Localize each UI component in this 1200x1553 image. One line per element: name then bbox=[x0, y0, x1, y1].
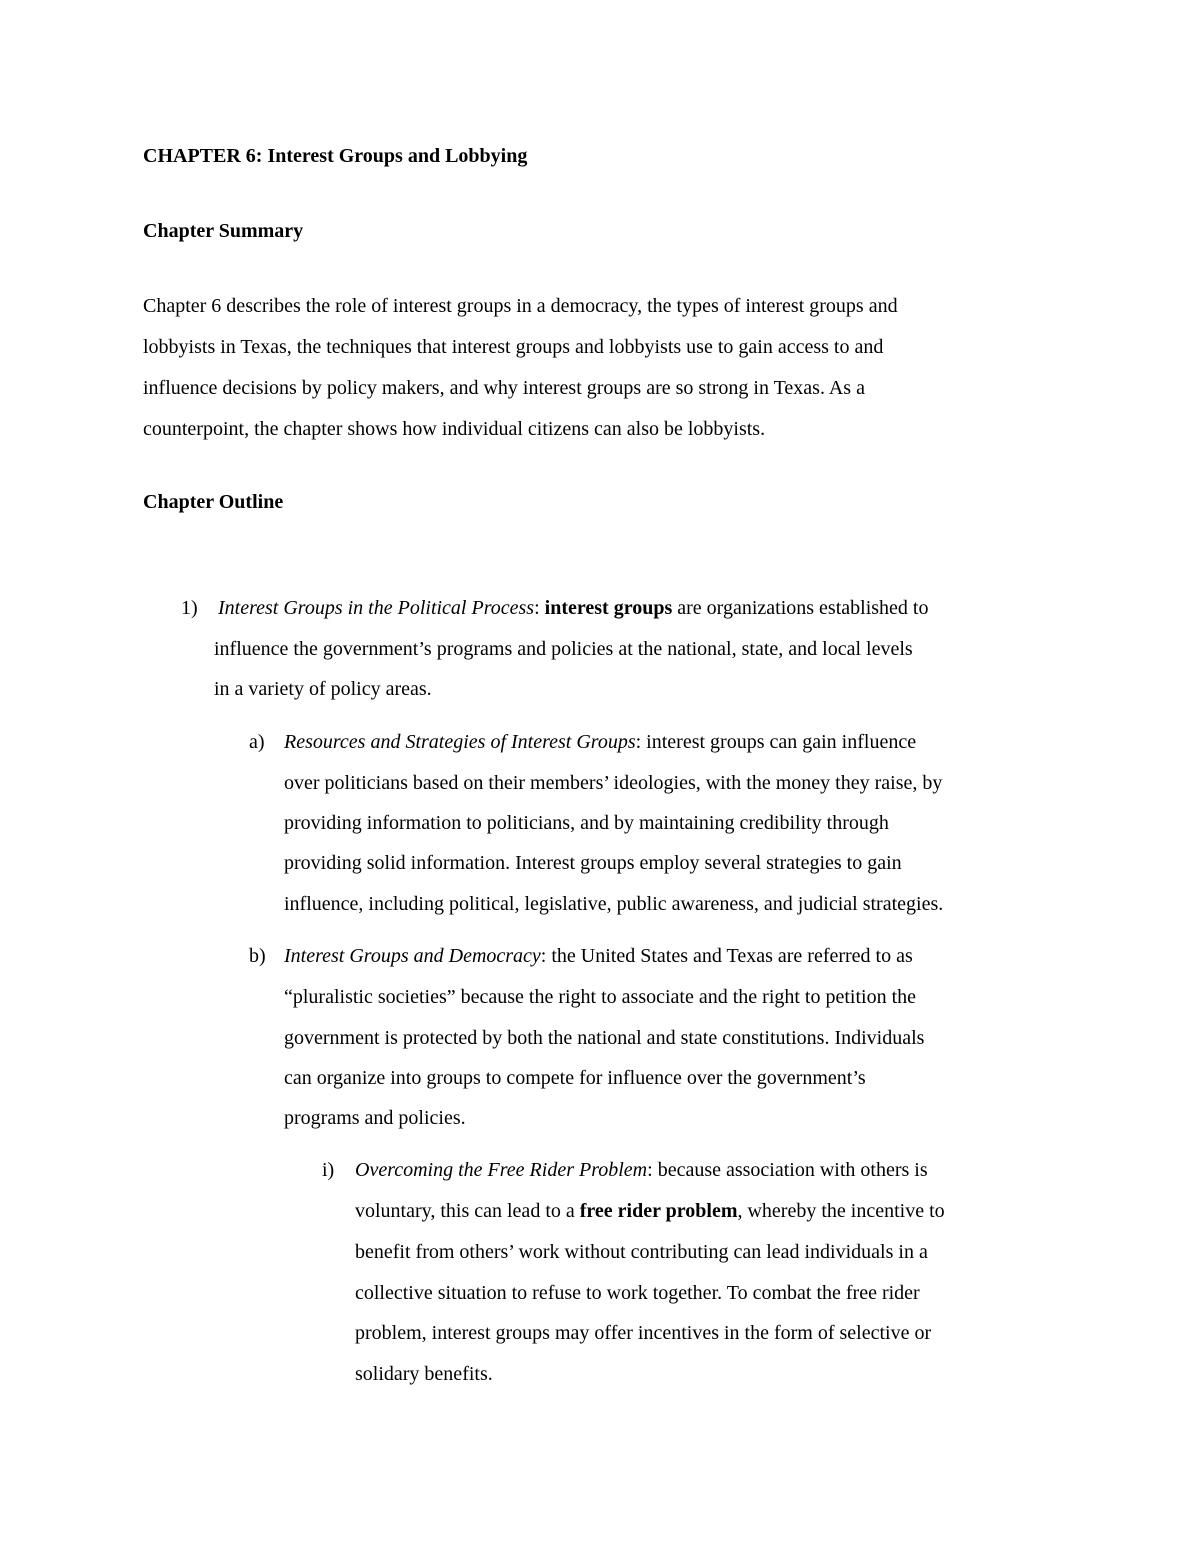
outline-line: solidary benefits. bbox=[355, 1363, 493, 1385]
outline-line bbox=[284, 944, 913, 968]
list-marker: i) bbox=[322, 1159, 335, 1181]
line-text: : interest groups can gain influence bbox=[635, 731, 917, 753]
summary-line: Chapter 6 describes the role of interest groups in a democracy, the types of interest groups and bbox=[143, 295, 898, 317]
outline-line: benefit from others’ work without contributing can lead individuals in a bbox=[355, 1241, 928, 1263]
outline-heading: Chapter Outline bbox=[143, 491, 284, 513]
summary-line: counterpoint, the chapter shows how individual citizens can also be lobbyists. bbox=[143, 418, 766, 440]
outline-line bbox=[355, 1158, 928, 1182]
list-marker: b) bbox=[249, 945, 266, 967]
outline-line: can organize into groups to compete for influence over the government’s bbox=[284, 1067, 866, 1089]
outline-line: influence, including political, legislative, public awareness, and judicial strategies. bbox=[284, 893, 944, 915]
outline-line: influence the government’s programs and policies at the national, state, and local levels bbox=[214, 638, 913, 660]
outline-line: programs and policies. bbox=[284, 1107, 466, 1129]
item-title: Overcoming the Free Rider Problem bbox=[355, 1159, 648, 1181]
line-text: voluntary, this can lead to a bbox=[355, 1200, 580, 1222]
list-marker: 1) bbox=[181, 597, 198, 619]
outline-line: collective situation to refuse to work together. To combat the free rider bbox=[355, 1282, 920, 1304]
outline-line bbox=[355, 1199, 945, 1223]
outline-line: government is protected by both the national and state constitutions. Individuals bbox=[284, 1027, 925, 1049]
summary-line: lobbyists in Texas, the techniques that interest groups and lobbyists use to gain access to and bbox=[143, 336, 884, 358]
outline-line bbox=[284, 730, 916, 754]
key-term: free rider problem bbox=[579, 1200, 738, 1222]
list-marker: a) bbox=[249, 731, 265, 753]
outline-line: over politicians based on their members’ ideologies, with the money they raise, by bbox=[284, 772, 943, 794]
summary-heading: Chapter Summary bbox=[143, 220, 304, 242]
line-text: : because association with others is bbox=[647, 1159, 928, 1181]
summary-line: influence decisions by policy makers, and why interest groups are so strong in Texas. As a bbox=[143, 377, 865, 399]
outline-line: “pluralistic societies” because the right to associate and the right to petition the bbox=[284, 986, 917, 1008]
outline-line bbox=[218, 596, 928, 620]
line-text: , whereby the incentive to bbox=[737, 1200, 945, 1222]
colon: : bbox=[534, 597, 545, 619]
outline-line: providing information to politicians, and by maintaining credibility through bbox=[284, 812, 889, 834]
item-title: Resources and Strategies of Interest Groups bbox=[284, 731, 636, 753]
key-term: interest groups bbox=[544, 597, 673, 619]
outline-line: in a variety of policy areas. bbox=[214, 678, 432, 700]
line-text: are organizations established to bbox=[672, 597, 929, 619]
item-title: Interest Groups in the Political Process bbox=[218, 597, 535, 619]
line-text: : the United States and Texas are referred to as bbox=[540, 945, 913, 967]
outline-line: problem, interest groups may offer incentives in the form of selective or bbox=[355, 1322, 932, 1344]
outline-line: providing solid information. Interest groups employ several strategies to gain bbox=[284, 852, 902, 874]
chapter-title: CHAPTER 6: Interest Groups and Lobbying bbox=[143, 145, 528, 167]
item-title: Interest Groups and Democracy bbox=[284, 945, 541, 967]
